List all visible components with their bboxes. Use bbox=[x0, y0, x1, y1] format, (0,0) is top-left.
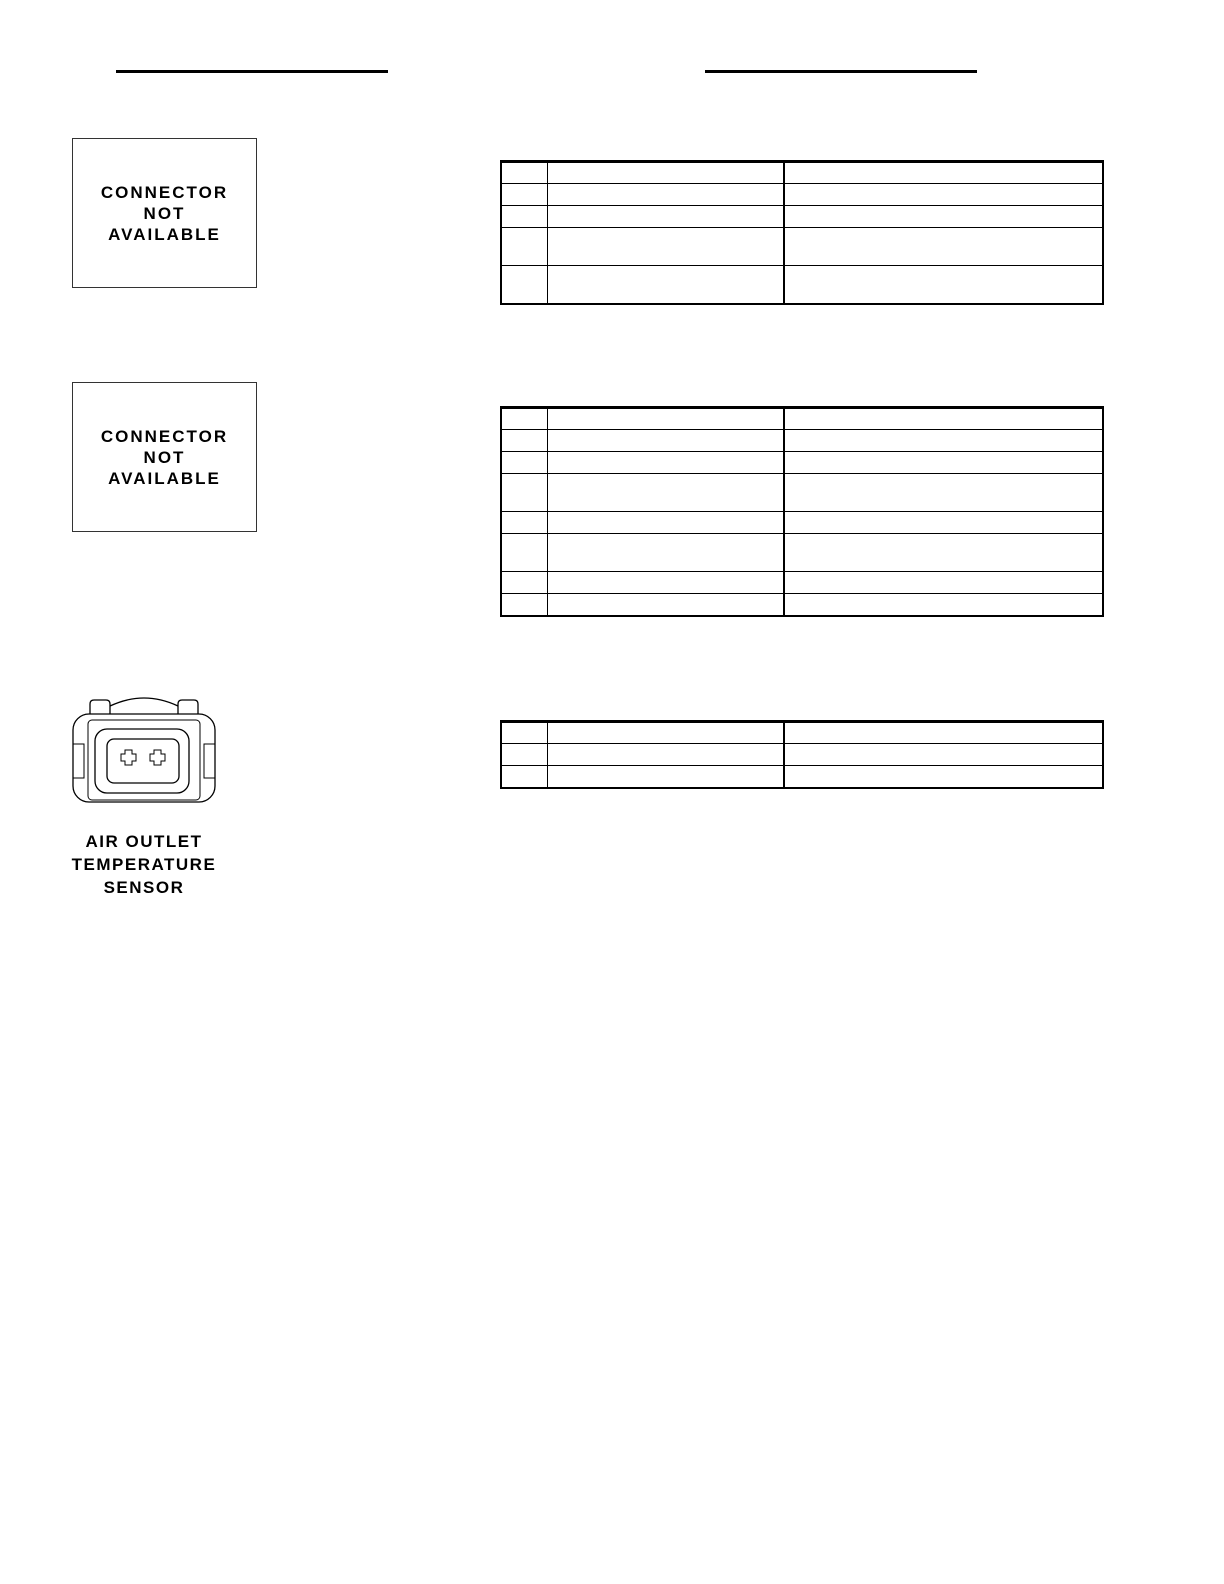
table-row bbox=[501, 228, 1103, 266]
connector-placeholder-2 bbox=[72, 382, 257, 532]
two-pin-connector-icon bbox=[70, 696, 220, 808]
function-cell bbox=[784, 184, 1103, 206]
connector-label-2: CONNECTOR NOT AVAILABLE bbox=[100, 426, 229, 488]
function-cell bbox=[784, 206, 1103, 228]
function-cell bbox=[784, 452, 1103, 474]
pin-table-1 bbox=[500, 160, 1104, 305]
cavity-cell bbox=[501, 474, 547, 512]
function-cell bbox=[784, 722, 1103, 744]
function-cell bbox=[784, 594, 1103, 616]
table-row bbox=[501, 206, 1103, 228]
function-cell bbox=[784, 266, 1103, 304]
connector-label-1: CONNECTOR NOT AVAILABLE bbox=[100, 182, 229, 244]
wire-cell bbox=[547, 228, 784, 266]
wire-cell bbox=[547, 744, 784, 766]
function-cell bbox=[784, 408, 1103, 430]
cavity-cell bbox=[501, 512, 547, 534]
table-row bbox=[501, 744, 1103, 766]
wire-cell bbox=[547, 162, 784, 184]
table-row bbox=[501, 766, 1103, 788]
cavity-cell bbox=[501, 408, 547, 430]
function-cell bbox=[784, 766, 1103, 788]
table-row bbox=[501, 722, 1103, 744]
table-row bbox=[501, 474, 1103, 512]
left-header-rule bbox=[116, 70, 388, 73]
function-cell bbox=[784, 474, 1103, 512]
wire-cell bbox=[547, 184, 784, 206]
pin-table-2 bbox=[500, 406, 1104, 617]
connector-placeholder-1 bbox=[72, 138, 257, 288]
table-row bbox=[501, 512, 1103, 534]
cavity-cell bbox=[501, 206, 547, 228]
table-row bbox=[501, 572, 1103, 594]
wire-cell bbox=[547, 266, 784, 304]
wire-cell bbox=[547, 408, 784, 430]
wire-cell bbox=[547, 722, 784, 744]
wire-cell bbox=[547, 534, 784, 572]
right-header-rule bbox=[705, 70, 977, 73]
wire-cell bbox=[547, 512, 784, 534]
function-cell bbox=[784, 228, 1103, 266]
cavity-cell bbox=[501, 228, 547, 266]
table-row bbox=[501, 534, 1103, 572]
wire-cell bbox=[547, 452, 784, 474]
wire-cell bbox=[547, 206, 784, 228]
function-cell bbox=[784, 534, 1103, 572]
table-row bbox=[501, 452, 1103, 474]
table-row bbox=[501, 162, 1103, 184]
cavity-cell bbox=[501, 184, 547, 206]
wire-cell bbox=[547, 430, 784, 452]
table-row bbox=[501, 594, 1103, 616]
wire-cell bbox=[547, 766, 784, 788]
cavity-cell bbox=[501, 534, 547, 572]
function-cell bbox=[784, 430, 1103, 452]
cavity-cell bbox=[501, 430, 547, 452]
table-row bbox=[501, 184, 1103, 206]
function-cell bbox=[784, 162, 1103, 184]
table-row bbox=[501, 266, 1103, 304]
table-row bbox=[501, 430, 1103, 452]
cavity-cell bbox=[501, 744, 547, 766]
wire-cell bbox=[547, 594, 784, 616]
function-cell bbox=[784, 512, 1103, 534]
sensor-label: AIR OUTLET TEMPERATURE SENSOR bbox=[71, 832, 217, 897]
cavity-cell bbox=[501, 162, 547, 184]
cavity-cell bbox=[501, 722, 547, 744]
function-cell bbox=[784, 744, 1103, 766]
cavity-cell bbox=[501, 572, 547, 594]
function-cell bbox=[784, 572, 1103, 594]
cavity-cell bbox=[501, 266, 547, 304]
pin-table-3 bbox=[500, 720, 1104, 789]
cavity-cell bbox=[501, 594, 547, 616]
wire-cell bbox=[547, 572, 784, 594]
wire-cell bbox=[547, 474, 784, 512]
table-row bbox=[501, 408, 1103, 430]
cavity-cell bbox=[501, 766, 547, 788]
cavity-cell bbox=[501, 452, 547, 474]
